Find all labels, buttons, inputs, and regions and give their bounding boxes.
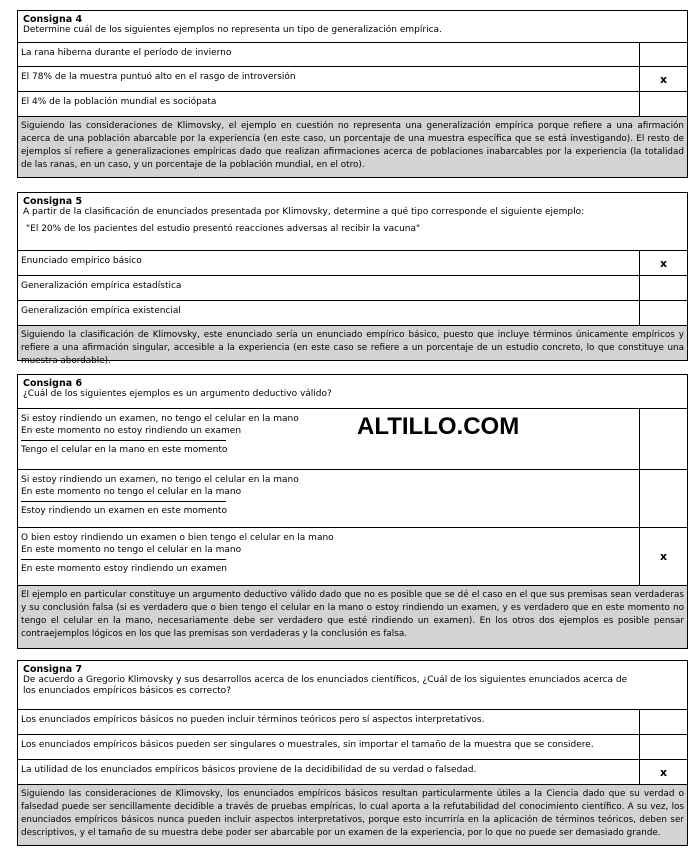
consigna-4 (17, 10, 688, 178)
option-text: El 4% de la población mundial es sociópata (18, 92, 640, 116)
consigna-6-header (18, 375, 687, 409)
answer-mark (640, 92, 687, 116)
consigna-5-example: "El 20% de los pacientes del estudio presentó reacciones adversas al recibir la vacuna" (26, 224, 421, 234)
conclusion-divider (21, 501, 226, 502)
answer-mark (640, 409, 687, 469)
option-row (18, 251, 687, 276)
premise-1: Si estoy rindiendo un examen, no tengo el celular en la mano (21, 475, 299, 485)
option-row (18, 760, 687, 785)
conclusion-divider (21, 440, 226, 441)
option-row (18, 67, 687, 92)
option-row (18, 470, 687, 528)
consigna-6-title: Consigna 6 (23, 378, 83, 389)
option-text: La utilidad de los enunciados empíricos básicos proviene de la decidibilidad de su verdad o falsedad. (18, 760, 640, 784)
consigna-4-header (18, 11, 687, 43)
consigna-5-question: A partir de la clasificación de enunciados presentada por Klimovsky, determine a qué tipo corresponde el siguiente ejemplo: (23, 207, 585, 217)
conclusion-divider (21, 559, 226, 560)
answer-mark: x (659, 72, 668, 86)
answer-mark (640, 470, 687, 527)
consigna-7-title: Consigna 7 (23, 664, 83, 675)
answer-mark (640, 301, 687, 325)
argument-option (18, 409, 640, 469)
option-text: Generalización empírica existencial (18, 301, 640, 325)
consigna-7-question: De acuerdo a Gregorio Klimovsky y sus desarrollos acerca de los enunciados científicos, ¿Cuál de los siguientes enunciados acerca de los enunciados empíricos básicos es correcto? (23, 675, 628, 696)
option-text: Enunciado empírico básico (18, 251, 640, 275)
option-text: Los enunciados empíricos básicos no pueden incluir términos teóricos pero sí aspectos interpretativos. (18, 710, 640, 734)
consigna-5-title: Consigna 5 (23, 196, 83, 207)
answer-mark (640, 276, 687, 300)
premise-2: En este momento no tengo el celular en la mano (21, 487, 242, 497)
consigna-6-question: ¿Cuál de los siguientes ejemplos es un argumento deductivo válido? (23, 389, 332, 399)
argument-option (18, 470, 640, 527)
option-text: El 78% de la muestra puntuó alto en el rasgo de introversión (18, 67, 640, 91)
premise-2: En este momento no tengo el celular en la mano (21, 545, 242, 555)
option-row (18, 710, 687, 735)
option-row (18, 735, 687, 760)
option-row (18, 301, 687, 326)
conclusion: Estoy rindiendo un examen en este momento (21, 506, 227, 516)
consigna-6-explanation: El ejemplo en particular constituye un argumento deductivo válido dado que no es posible que se dé el caso en el que sus premisas sean verdaderas y su conclusión falsa (si es verdadero que o bien tengo el celular en la mano o estoy rindiendo un examen, y es verdadero que en este momento no tengo el celular en la mano, necesariamente debe ser verdadero que esté rindiendo un examen). En los otros dos ejemplos es posible pensar contraejemplos lógicos en los que las premisas son verdaderas y la conclusión es falsa. (18, 586, 687, 648)
consigna-4-question: Determine cuál de los siguientes ejemplos no representa un tipo de generalización empírica. (23, 25, 442, 35)
premise-2: En este momento no estoy rindiendo un examen (21, 426, 242, 436)
answer-mark: x (659, 256, 668, 270)
option-row (18, 409, 687, 470)
answer-mark: x (659, 765, 668, 779)
conclusion: En este momento estoy rindiendo un examen (21, 564, 227, 574)
option-text: Generalización empírica estadística (18, 276, 640, 300)
consigna-6 (17, 374, 688, 649)
consigna-4-explanation: Siguiendo las consideraciones de Klimovsky, el ejemplo en cuestión no representa una generalización empírica porque refiere a una afirmación acerca de una población abarcable por la experiencia (en este caso, un porcentaje de una muestra específica que se está investigando). El resto de ejemplos sí refiere a generalizaciones empíricas dado que realizan afirmaciones acerca de poblaciones inabarcables por la experiencia (la totalidad de las ranas, en un caso, y un porcentaje de la población mundial, en el otro). (18, 117, 687, 177)
conclusion: Tengo el celular en la mano en este momento (21, 445, 228, 455)
consigna-7 (17, 660, 688, 846)
consigna-5-explanation: Siguiendo la clasificación de Klimovsky, este enunciado sería un enunciado empírico básico, puesto que incluye términos únicamente empíricos y refiere a una afirmación singular, accesible a la experiencia (en este caso se refiere a un porcentaje de un estudio concreto, lo que constituye una muestra abordable). (18, 326, 687, 360)
option-text: La rana hiberna durante el período de invierno (18, 43, 640, 66)
option-row (18, 276, 687, 301)
premise-1: Si estoy rindiendo un examen, no tengo el celular en la mano (21, 414, 299, 424)
watermark: ALTILLO.COM (357, 413, 520, 440)
option-row (18, 43, 687, 67)
answer-mark (640, 710, 687, 734)
consigna-5-header (18, 193, 687, 251)
answer-mark (640, 43, 687, 66)
consigna-5 (17, 192, 688, 366)
answer-mark (640, 735, 687, 759)
premise-1: O bien estoy rindiendo un examen o bien tengo el celular en la mano (21, 533, 334, 543)
option-text: Los enunciados empíricos básicos pueden ser singulares o muestrales, sin importar el tamaño de la muestra que se considere. (18, 735, 640, 759)
argument-option (18, 528, 640, 585)
consigna-4-title: Consigna 4 (23, 14, 83, 25)
answer-mark: x (659, 550, 668, 563)
option-row (18, 528, 687, 586)
option-row (18, 92, 687, 117)
consigna-7-header (18, 661, 687, 710)
consigna-7-explanation: Siguiendo las consideraciones de Klimovsky, los enunciados empíricos básicos resultan particularmente útiles a la Ciencia dado que su verdad o falsedad puede ser sencillamente decidible a través de pruebas empíricas, lo cual aporta a la refutabilidad del conocimiento científico. A su vez, los enunciados empíricos básicos nunca pueden incluir aspectos interpretativos, porque esto incurriría en la aplicación de términos teóricos, deben ser descriptivos, y el tamaño de su muestra debe poder ser abarcable por un examen de la experiencia, por lo que no puede ser demasiado grande. (18, 785, 687, 845)
